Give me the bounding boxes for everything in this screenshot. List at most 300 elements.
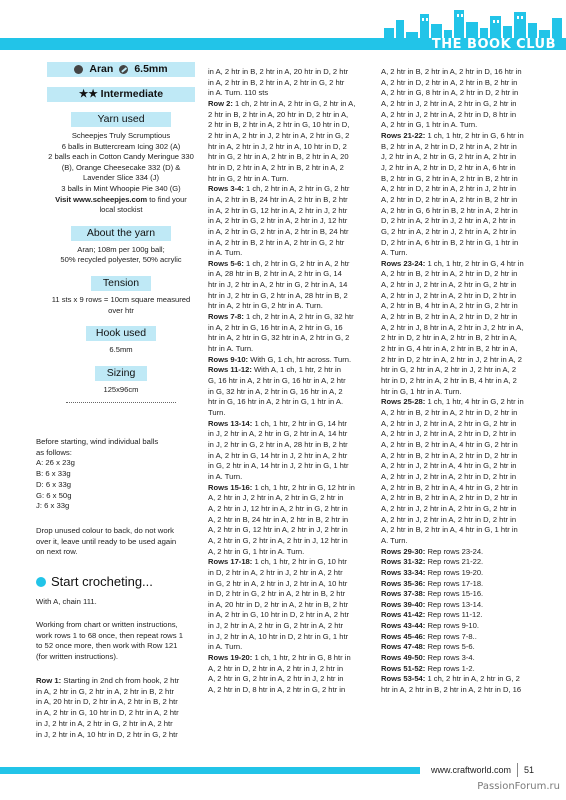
yarn-line: Lavender Slice 334 (J): [83, 173, 159, 183]
instruction-line: [208, 621, 378, 632]
row-text: 1 ch, 2 htr in A, 2 htr in G, 2 htr: [243, 184, 350, 194]
row-text: 1 ch, 1 htr, 2 htr in G, 10 htr: [252, 557, 347, 567]
row-text: J, 2 htr in A, 2 htr in G, 2 htr in A, 2 htr in: [381, 152, 517, 162]
instruction-line: [381, 344, 541, 355]
instruction-line: [208, 248, 378, 259]
instruction-line: [208, 110, 378, 121]
hook-icon: [119, 65, 128, 74]
row-text: 1 ch, 2 htr in A, 2 htr in G, 2 htr in A,: [232, 98, 356, 108]
row-label: Rows 39-40:: [381, 599, 426, 609]
row-label: Rows 25-28:: [381, 397, 426, 407]
instruction-line: [208, 579, 378, 590]
visit-line: [36, 195, 206, 206]
row-text: Rep rows 5-6.: [425, 642, 475, 652]
instruction-line: [381, 642, 541, 653]
row-text: A, 2 htr in J, 2 htr in A, 2 htr in G, 2 htr in: [208, 493, 344, 503]
row-text: With A, 1 ch, 1 htr, 2 htr in: [251, 365, 341, 375]
instruction-line: [381, 163, 541, 174]
row-label: Row 2:: [208, 98, 233, 108]
row-text: A, 2 htr in J, 2 htr in A, 2 htr in G, 2 htr in: [381, 418, 517, 428]
row-text: htr in A, 2 htr in J, 2 htr in A, 10 htr in D, 2: [208, 141, 347, 151]
about-heading: About the yarn: [71, 226, 171, 241]
brand-title: THE BOOK CLUB: [431, 37, 556, 52]
yarn-line: 3 balls in Mint Whoopie Pie 340 (G): [61, 183, 181, 193]
row-label: Rows 45-46:: [381, 631, 426, 641]
row-text: A, 2 htr in J, 2 htr in A, 2 htr in G, 2 htr in: [381, 98, 517, 108]
row-text: A, 2 htr in G, 8 htr in A, 2 htr in D, 2 htr in: [381, 88, 519, 98]
hook-heading: Hook used: [86, 326, 156, 341]
instruction-line: [208, 568, 378, 579]
row-text: 1 ch, 1 htr, 2 htr in G, 8 htr in: [252, 653, 351, 663]
yarn-weight: Aran: [89, 63, 114, 75]
instruction-line: [381, 536, 541, 547]
instruction-line: [208, 493, 378, 504]
instruction-line: [381, 206, 541, 217]
instruction-line: [208, 206, 378, 217]
instruction-line: [381, 376, 541, 387]
instruction-line: [381, 525, 541, 536]
row-text: 2 htr in B, 2 htr in A, 2 htr in G, 10 htr in D,: [208, 120, 350, 130]
row-text: in A, 2 htr in G, 16 htr in A, 2 htr in G, 16: [208, 322, 343, 332]
row-text: in J, 2 htr in A, 10 htr in D, 2 htr in G, 1 htr: [208, 631, 349, 641]
instruction-line: [381, 301, 541, 312]
ball-weight: B: 6 x 33g: [36, 469, 71, 479]
row-text: A, 2 htr in J, 2 htr in A, 2 htr in G, 2 htr in: [381, 503, 517, 513]
row-text: in A, 2 htr in G, 10 htr in D, 2 htr in A, 2 htr: [208, 610, 349, 620]
row-text: in A, 20 htr in D, 2 htr in A, 2 htr in B, 2 htr: [208, 599, 349, 609]
instruction-line: [381, 472, 541, 483]
instruction-line: [208, 653, 378, 664]
row-text: A, 2 htr in B, 2 htr in A, 4 htr in G, 1 htr in: [381, 525, 518, 535]
row-text: in A, 2 htr in G, 12 htr in A, 2 htr in J, 2 htr: [208, 205, 348, 215]
instruction-line: [208, 301, 378, 312]
row-label: Rows 35-36:: [381, 578, 426, 588]
row-text: Rep rows 15-16.: [425, 589, 484, 599]
row-label: Rows 33-34:: [381, 567, 426, 577]
chain-instruction: With A, chain 111.: [36, 597, 97, 606]
instruction-line: [381, 451, 541, 462]
instruction-line: [381, 504, 541, 515]
instruction-line: [208, 397, 378, 408]
specs-panel: [36, 62, 206, 403]
row-text: A, 2 htr in B, 2 htr in A, 2 htr in D, 2 htr in: [381, 408, 518, 417]
instruction-line: [381, 259, 541, 270]
instruction-line: [381, 610, 541, 621]
row-text: With G, 1 ch, htr across. Turn.: [248, 354, 352, 364]
instruction-line: [208, 269, 378, 280]
row-text: D, 2 htr in A, 6 htr in B, 2 htr in G, 1 htr in: [381, 237, 519, 247]
row-text: Rep rows 13-14.: [425, 599, 484, 609]
row-text: A, 2 htr in B, 2 htr in A, 2 htr in D, 2 htr in: [381, 312, 518, 322]
dotted-divider: [66, 402, 176, 403]
row-text: Rep rows 17-18.: [425, 578, 484, 588]
row-text: A, 2 htr in J, 2 htr in A, 4 htr in G, 2 htr in: [381, 461, 517, 471]
working-line: Working from chart or written instructions,: [36, 620, 178, 629]
hook-size: 6.5mm: [134, 63, 168, 75]
working-line: (for written instructions).: [36, 652, 119, 662]
row-label: Rows 49-50:: [381, 653, 426, 663]
row-text: htr in J, 2 htr in A, 2 htr in G, 2 htr in A, 14: [208, 280, 348, 290]
row-text: Rep rows 11-12.: [425, 610, 483, 620]
row-text: in A, 2 htr in B, 24 htr in A, 2 htr in B, 2 htr: [208, 194, 348, 204]
instruction-line: [381, 195, 541, 206]
row-text: A, 2 htr in G, 1 htr in A. Turn.: [208, 546, 305, 556]
instruction-line: [381, 429, 541, 440]
row-text: in J, 2 htr in A, 2 htr in G, 2 htr in A, 14 htr: [208, 429, 348, 439]
instruction-line: [208, 610, 378, 621]
row-text: in J, 2 htr in G, 2 htr in A, 28 htr in B, 2 htr: [208, 439, 348, 449]
row-text: 1 ch, 2 htr in G, 2 htr in A, 2 htr: [243, 258, 350, 268]
bullet-icon: [36, 577, 46, 587]
row-1-line: [36, 676, 208, 687]
row-label: Rows 3-4:: [208, 184, 244, 194]
instruction-line: [208, 344, 378, 355]
instruction-line: [208, 408, 378, 419]
row-text: A, 2 htr in J, 2 htr in A, 2 htr in D, 8 htr in: [381, 109, 517, 119]
instruction-line: [208, 67, 378, 78]
instruction-line: [381, 653, 541, 664]
instruction-line: [208, 365, 378, 376]
instruction-line: [381, 600, 541, 611]
row-text: in D, 2 htr in G, 2 htr in A, 2 htr in B, 2 htr: [208, 589, 346, 599]
visit-rest: to find your: [147, 194, 187, 204]
prep-section: [36, 437, 208, 512]
instruction-line: [381, 110, 541, 121]
instruction-line: [381, 547, 541, 558]
row-label: Rows 41-42:: [381, 610, 426, 620]
instruction-line: [208, 664, 378, 675]
row-text: Rep rows 3-4.: [425, 653, 475, 663]
row-text: htr in J, 2 htr in G, 2 htr in A, 28 htr in B, 2: [208, 290, 348, 300]
instruction-line: [208, 142, 378, 153]
row-text: htr in G, 2 htr in A. Turn.: [208, 173, 289, 183]
row-text: Starting in 2nd ch from hook, 2 htr: [61, 676, 180, 685]
row-text: A, 2 htr in B, 2 htr in A, 4 htr in G, 2 htr in: [381, 439, 518, 449]
row-label: Rows 53-54:: [381, 674, 426, 684]
ball-weight: J: 6 x 33g: [36, 501, 70, 511]
row-text: in A, 28 htr in B, 2 htr in A, 2 htr in G, 14: [208, 269, 342, 279]
instruction-line: [381, 184, 541, 195]
row-label: Rows 31-32:: [381, 557, 426, 567]
row-text: Rep rows 19-20.: [425, 567, 484, 577]
row-text: A, 2 htr in D, 2 htr in A, 2 htr in B, 2 htr in: [381, 77, 518, 87]
instruction-line: [208, 525, 378, 536]
yarn-line: (B), Orange Cheesecake 332 (D) &: [61, 162, 181, 172]
row-text: in A. Turn. 110 sts: [208, 88, 269, 98]
row-text: 1 ch, 1 htr, 4 htr in G, 2 htr in: [425, 397, 524, 407]
footer-bar: [0, 767, 420, 774]
working-instructions: [36, 620, 208, 663]
row-text: A, 2 htr in G, 2 htr in A, 2 htr in J, 12 htr in: [208, 535, 348, 545]
row-text: A, 2 htr in G, 1 htr in A. Turn.: [381, 120, 478, 130]
instruction-line: [381, 515, 541, 526]
row-label: Rows 9-10:: [208, 354, 249, 364]
row-label: Rows 13-14:: [208, 418, 253, 428]
instruction-line: [208, 642, 378, 653]
row-text: 1 ch, 2 htr in A, 2 htr in G, 2: [425, 674, 520, 684]
instruction-line: [208, 333, 378, 344]
row-text: 1 ch, 1 htr, 2 htr in G, 14 htr: [252, 418, 347, 428]
instruction-line: [381, 216, 541, 227]
instruction-line: [381, 365, 541, 376]
row-text: A, 2 htr in B, 4 htr in A, 2 htr in G, 2 htr in: [381, 301, 518, 311]
instruction-line: [208, 536, 378, 547]
row-text: A. Turn.: [381, 248, 408, 258]
row-text: 2 htr in D, 2 htr in A, 2 htr in J, 2 htr in A, 2: [381, 354, 522, 364]
instruction-line: [381, 387, 541, 398]
instruction-line: [208, 323, 378, 334]
instruction-line: [381, 67, 541, 78]
instructions-column-3: [381, 67, 541, 696]
row-text: A, 2 htr in D, 2 htr in A, 2 htr in B, 2 htr in: [381, 194, 518, 204]
instruction-line: [208, 120, 378, 131]
row-label: Rows 47-48:: [381, 642, 426, 652]
instruction-line: [381, 483, 541, 494]
watermark: PassionForum.ru: [477, 781, 560, 792]
row-1-line: in A, 2 htr in G, 10 htr in D, 2 htr in A, 2 htr: [36, 708, 179, 718]
instruction-line: [208, 312, 378, 323]
ball-weight: D: 6 x 33g: [36, 479, 72, 489]
row-label: Rows 29-30:: [381, 546, 426, 556]
row-text: 2 htr in B, 2 htr in A, 20 htr in D, 2 htr in A,: [208, 109, 349, 119]
row-label: Rows 15-16:: [208, 482, 253, 492]
row-text: in A. Turn.: [208, 248, 243, 258]
instruction-line: [208, 78, 378, 89]
ball-weight: A: 26 x 23g: [36, 458, 75, 468]
row-text: in G, 2 htr in A, 2 htr in J, 2 htr in A, 10 htr: [208, 578, 348, 588]
instruction-line: [208, 163, 378, 174]
difficulty-pill: ★★ Intermediate: [47, 87, 195, 102]
instruction-line: [208, 547, 378, 558]
row-text: 1 ch, 1 htr, 2 htr in G, 4 htr in: [425, 258, 524, 268]
tension-line: 11 sts x 9 rows = 10cm square measured: [51, 294, 191, 304]
instruction-line: [208, 195, 378, 206]
row-text: Rep rows 7-8..: [425, 631, 477, 641]
row-text: htr in D, 2 htr in A, 2 htr in B, 4 htr in A, 2: [381, 376, 517, 386]
instruction-line: [381, 227, 541, 238]
row-text: in D, 2 htr in A, 2 htr in J, 2 htr in A, 2 htr: [208, 567, 343, 577]
row-text: htr in A, 2 htr in G, 2 htr in A. Turn.: [208, 301, 323, 311]
row-text: in A, 2 htr in G, 2 htr in A, 2 htr in J, 12 htr: [208, 216, 348, 226]
instruction-line: [208, 355, 378, 366]
instruction-line: [381, 579, 541, 590]
footer-separator: [517, 763, 518, 777]
row-text: B, 2 htr in G, 2 htr in A, 2 htr in B, 2 htr in: [381, 173, 518, 183]
instruction-line: [208, 429, 378, 440]
instruction-line: [208, 419, 378, 430]
row-label: Rows 21-22:: [381, 130, 426, 140]
row-text: G, 2 htr in A, 2 htr in J, 2 htr in A, 2 htr in: [381, 226, 517, 236]
yarn-info: [36, 131, 206, 216]
row-label: Rows 19-20:: [208, 653, 253, 663]
row-text: J, 2 htr in A, 2 htr in D, 2 htr in A, 6 htr in: [381, 162, 516, 172]
instruction-line: [208, 440, 378, 451]
instruction-line: [208, 472, 378, 483]
row-text: in A. Turn.: [208, 471, 243, 481]
instruction-line: [381, 589, 541, 600]
row-1-line: in A, 2 htr in G, 2 htr in A, 2 htr in B, 2 htr: [36, 686, 175, 696]
row-text: in A, 2 htr in B, 2 htr in A, 20 htr in D, 2 htr: [208, 67, 349, 76]
about-line: Aran; 108m per 100g ball;: [77, 244, 165, 254]
working-line: work rows 1 to 68 once, then repeat rows 1: [36, 630, 183, 640]
row-text: in A. Turn.: [208, 642, 243, 652]
row-1-instruction: [36, 676, 208, 740]
row-text: A, 2 htr in B, 2 htr in A, 2 htr in D, 16 htr in: [381, 67, 522, 76]
instruction-line: [208, 600, 378, 611]
row-text: A, 2 htr in J, 2 htr in A, 2 htr in G, 2 htr in: [381, 280, 517, 290]
row-text: 1 ch, 1 htr, 2 htr in G, 12 htr in: [252, 482, 355, 492]
visit-line-2: local stockist: [99, 205, 143, 215]
ball-weight: G: 6 x 50g: [36, 490, 72, 500]
row-label: Rows 37-38:: [381, 589, 426, 599]
row-label: Rows 11-12:: [208, 365, 252, 375]
row-label: Rows 7-8:: [208, 312, 244, 322]
instruction-line: [381, 131, 541, 142]
instruction-line: [381, 174, 541, 185]
tension-line: over htr: [108, 305, 134, 315]
row-1-line: in J, 2 htr in A, 2 htr in G, 2 htr in A, 2 htr: [36, 718, 173, 728]
row-text: htr in G, 2 htr in A, 2 htr in J, 2 htr in A, 2: [381, 365, 517, 375]
row-text: A, 2 htr in G, 2 htr in A, 2 htr in J, 2 htr in: [208, 674, 344, 684]
tension-info: [36, 295, 206, 316]
instruction-line: [208, 227, 378, 238]
instruction-line: [381, 621, 541, 632]
row-text: A, 2 htr in D, 2 htr in A, 2 htr in J, 2 htr in: [381, 184, 517, 194]
hook-value: 6.5mm: [109, 345, 133, 355]
instruction-line: [208, 461, 378, 472]
row-text: 2 htr in D, 2 htr in A, 2 htr in B, 2 htr in A,: [381, 333, 517, 343]
row-text: A, 2 htr in J, 8 htr in A, 2 htr in J, 2 htr in A,: [381, 322, 524, 332]
yarn-line: Scheepjes Truly Scrumptious: [71, 131, 171, 140]
instruction-line: [208, 589, 378, 600]
row-text: A, 2 htr in J, 12 htr in A, 2 htr in G, 2 htr in: [208, 503, 348, 513]
row-text: Rep rows 1-2.: [425, 663, 475, 673]
row-label: Rows 5-6:: [208, 258, 244, 268]
instruction-line: [381, 674, 541, 685]
instruction-line: [381, 280, 541, 291]
instruction-line: [381, 152, 541, 163]
tension-heading: Tension: [91, 276, 151, 291]
instruction-line: [208, 259, 378, 270]
instruction-line: [381, 568, 541, 579]
row-text: 2 htr in G, 4 htr in A, 2 htr in B, 2 htr in A,: [381, 344, 518, 354]
instruction-line: [381, 323, 541, 334]
instruction-line: [208, 674, 378, 685]
row-text: Turn.: [208, 408, 226, 417]
row-text: A, 2 htr in G, 6 htr in B, 2 htr in A, 2 htr in: [381, 205, 518, 215]
prep-intro-line: as follows:: [36, 447, 72, 457]
row-text: in A, 2 htr in B, 2 htr in A, 2 htr in G, 2 htr: [208, 77, 345, 87]
instruction-line: [208, 280, 378, 291]
scheepjes-link[interactable]: Visit www.scheepjes.com: [55, 194, 148, 204]
instruction-line: [381, 248, 541, 259]
row-label: Row 1:: [36, 676, 62, 685]
row-text: A, 2 htr in J, 2 htr in A, 2 htr in D, 2 htr in: [381, 471, 517, 481]
instruction-line: [381, 142, 541, 153]
note-line: over it, leave until ready to be used again: [36, 536, 177, 546]
instruction-line: [208, 131, 378, 142]
yarn-line: 6 balls in Buttercream Icing 302 (A): [61, 141, 181, 151]
row-text: A, 2 htr in B, 2 htr in A, 2 htr in D, 2 htr in: [381, 450, 518, 460]
instruction-line: [208, 184, 378, 195]
row-text: A, 2 htr in B, 2 htr in A, 2 htr in D, 2 htr in: [381, 493, 518, 503]
row-text: htr in G, 2 htr in A, 2 htr in B, 2 htr in A, 20: [208, 152, 349, 162]
row-text: in A, 2 htr in G, 14 htr in J, 2 htr in A, 2 htr: [208, 450, 348, 460]
instruction-line: [381, 440, 541, 451]
about-line: 50% recycled polyester, 50% acrylic: [60, 255, 182, 265]
instruction-line: [381, 408, 541, 419]
instruction-line: [381, 685, 541, 696]
prep-intro-line: Before starting, wind individual balls: [36, 437, 159, 446]
page-number: 51: [524, 765, 535, 775]
instruction-line: [381, 355, 541, 366]
note-line: on next row.: [36, 547, 78, 557]
instruction-line: [208, 174, 378, 185]
instruction-line: [381, 269, 541, 280]
page-header: [0, 0, 566, 58]
instruction-line: [208, 515, 378, 526]
row-text: A, 2 htr in D, 8 htr in A, 2 htr in G, 2 htr in: [208, 685, 346, 695]
row-text: htr in A, 2 htr in B, 2 htr in A, 2 htr in D, 16: [381, 685, 522, 695]
instruction-line: [208, 291, 378, 302]
row-text: A, 2 htr in J, 2 htr in A, 2 htr in D, 2 htr in: [381, 429, 517, 439]
instruction-line: [381, 120, 541, 131]
row-text: A, 2 htr in J, 2 htr in A, 2 htr in D, 2 htr in: [381, 290, 517, 300]
row-text: htr in A. Turn.: [208, 344, 254, 354]
footer-url[interactable]: www.craftworld.com: [431, 765, 512, 775]
yarn-heading: Yarn used: [71, 112, 171, 127]
row-1-line: in A, 20 htr in D, 2 htr in A, 2 htr in B, 2 htr: [36, 697, 178, 707]
start-heading: [36, 574, 153, 589]
prep-note: [36, 526, 208, 558]
instruction-line: [208, 632, 378, 643]
instruction-line: [208, 387, 378, 398]
row-text: A, 2 htr in G, 12 htr in A, 2 htr in J, 2 htr in: [208, 525, 348, 535]
note-line: Drop unused colour to back, do not work: [36, 526, 175, 535]
row-text: htr in G, 1 htr in A. Turn.: [381, 386, 462, 396]
row-text: in G, 32 htr in A, 2 htr in G, 16 htr in A, 2: [208, 386, 343, 396]
instruction-line: [381, 493, 541, 504]
row-label: Rows 43-44:: [381, 621, 426, 631]
instruction-line: [208, 557, 378, 568]
row-text: in A, 2 htr in G, 2 htr in A, 2 htr in B, 24 htr: [208, 226, 349, 236]
row-text: 1 ch, 2 htr in A, 2 htr in G, 32 htr: [243, 312, 354, 322]
row-label: Rows 17-18:: [208, 557, 253, 567]
instruction-line: [381, 291, 541, 302]
row-text: 1 ch, 1 htr, 2 htr in G, 6 htr in: [425, 130, 524, 140]
yarn-ball-icon: [74, 65, 83, 74]
row-text: A, 2 htr in B, 24 htr in A, 2 htr in B, 2 htr in: [208, 514, 349, 524]
instruction-line: [381, 99, 541, 110]
instruction-line: [208, 152, 378, 163]
instruction-line: [381, 88, 541, 99]
instruction-line: [208, 216, 378, 227]
row-text: B, 2 htr in A, 2 htr in D, 2 htr in A, 2 htr in: [381, 141, 517, 151]
instruction-line: [381, 419, 541, 430]
instruction-line: [208, 451, 378, 462]
row-text: Rep rows 23-24.: [425, 546, 484, 556]
row-text: in J, 2 htr in A, 2 htr in G, 2 htr in A, 2 htr: [208, 621, 344, 631]
row-text: Rep rows 21-22.: [425, 557, 484, 567]
row-text: in G, 2 htr in A, 14 htr in J, 2 htr in G, 1 htr: [208, 461, 349, 471]
yarn-hook-pill: [47, 62, 195, 77]
start-title: Start crocheting...: [51, 574, 153, 589]
working-line: to 52 once more, then work with Row 121: [36, 641, 178, 651]
instruction-line: [208, 99, 378, 110]
row-text: D, 2 htr in A, 2 htr in J, 2 htr in A, 2 htr in: [381, 216, 516, 226]
row-text: Rep rows 9-10.: [425, 621, 479, 631]
row-text: htr in G, 16 htr in A, 2 htr in G, 1 htr in A.: [208, 397, 344, 407]
